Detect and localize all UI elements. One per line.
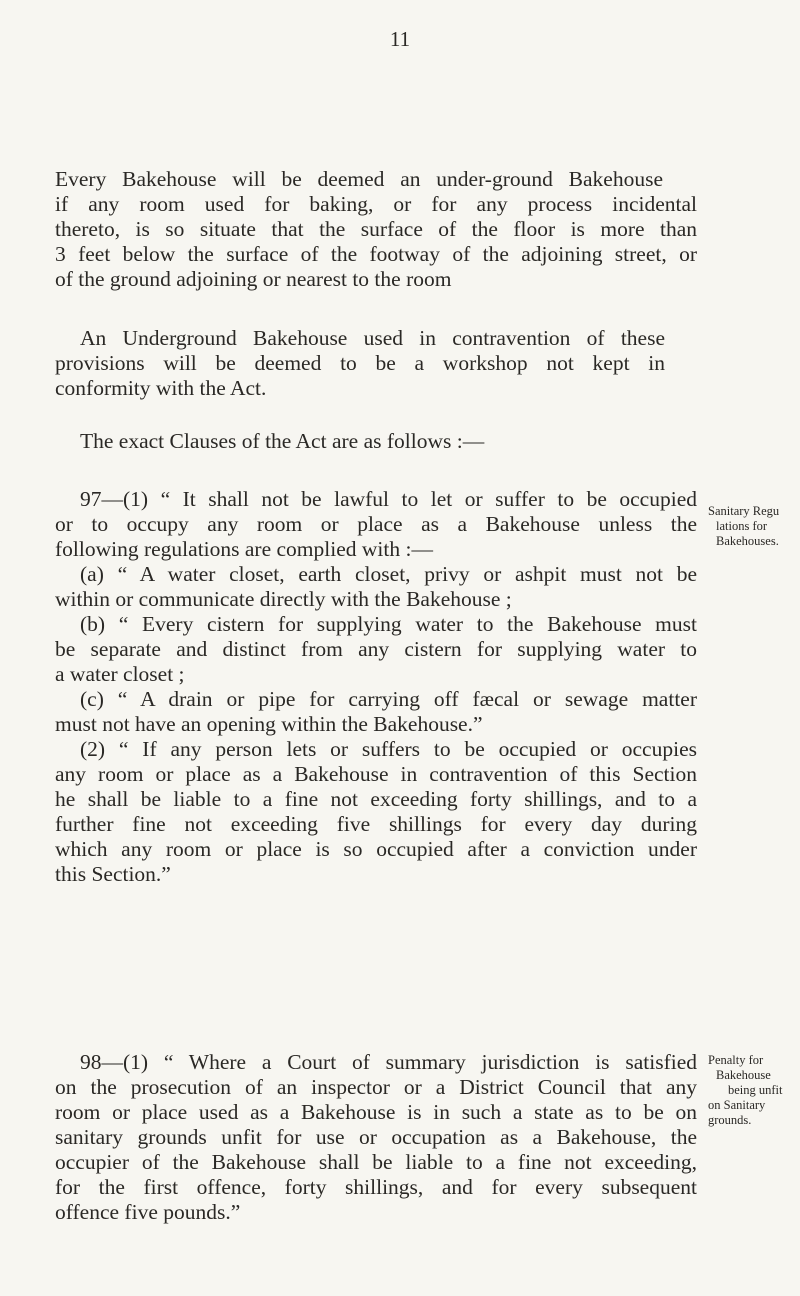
text-line: An Underground Bakehouse used in contravention of these [80,326,665,350]
text-line: conformity with the Act. [55,376,267,400]
page-number: 11 [389,27,411,51]
text-line: (a) “ A water closet, earth closet, privy or ashpit must not be [80,562,697,586]
text-line: or to occupy any room or place as a Bakehouse unless the [55,512,697,536]
text-line: sanitary grounds unfit for use or occupation as a Bakehouse, the [55,1125,697,1149]
margin-note-line: lations for [716,519,768,533]
text-line: this Section.” [55,862,171,886]
margin-note-line: Penalty for [708,1053,764,1067]
margin-note-penalty [708,1053,783,1128]
text-line: 97—(1) “ It shall not be lawful to let or suffer to be occupied [80,487,697,511]
text-line: provisions will be deemed to be a workshop not kept in [55,351,665,375]
margin-note-line: Bakehouses. [716,534,779,548]
text-line: a water closet ; [55,662,185,686]
section-97 [55,487,697,887]
margin-note-line: Sanitary Regu [708,504,780,518]
text-line: for the first offence, forty shillings, and for every subsequent [55,1175,697,1199]
margin-note-line: Bakehouse [716,1068,771,1082]
text-line: occupier of the Bakehouse shall be liable to a fine not exceeding, [55,1150,697,1174]
text-line: further fine not exceeding five shillings for every day during [55,812,697,836]
text-line: (2) “ If any person lets or suffers to be occupied or occupies [80,737,697,761]
text-line: within or communicate directly with the Bakehouse ; [55,587,512,611]
text-line: which any room or place is so occupied after a conviction under [55,837,697,861]
margin-note-line: on Sanitary [708,1098,766,1112]
text-line: (b) “ Every cistern for supplying water to the Bakehouse must [80,612,697,636]
margin-note-line: being unfit [728,1083,783,1097]
text-line: offence five pounds.” [55,1200,241,1224]
margin-note-line: grounds. [708,1113,752,1127]
section-98 [55,1050,697,1225]
text-line: be separate and distinct from any cistern for supplying water to [55,637,697,661]
text-line: if any room used for baking, or for any process incidental [55,192,697,216]
text-line: on the prosecution of an inspector or a District Council that any [55,1075,697,1099]
text-line: of the ground adjoining or nearest to the room [55,267,452,291]
definition-paragraph [55,167,715,292]
text-line: (c) “ A drain or pipe for carrying off fæcal or sewage matter [80,687,697,711]
clauses-intro [80,429,484,454]
text-line: The exact Clauses of the Act are as follows :— [80,429,485,453]
text-line: must not have an opening within the Bakehouse.” [55,712,483,736]
text-line: thereto, is so situate that the surface of the floor is more than [55,217,697,241]
text-line: 98—(1) “ Where a Court of summary jurisdiction is satisfied [80,1050,697,1074]
margin-note-sanitary-regulations [708,504,779,549]
contravention-paragraph [55,326,665,401]
text-line: room or place used as a Bakehouse is in such a state as to be on [55,1100,697,1124]
text-line: he shall be liable to a fine not exceeding forty shillings, and to a [55,787,697,811]
text-line: any room or place as a Bakehouse in contravention of this Section [55,762,697,786]
text-line: 3 feet below the surface of the footway of the adjoining street, or [55,242,697,266]
text-line: Every Bakehouse will be deemed an under-ground Bakehouse [55,167,663,191]
text-line: following regulations are complied with :— [55,537,433,561]
